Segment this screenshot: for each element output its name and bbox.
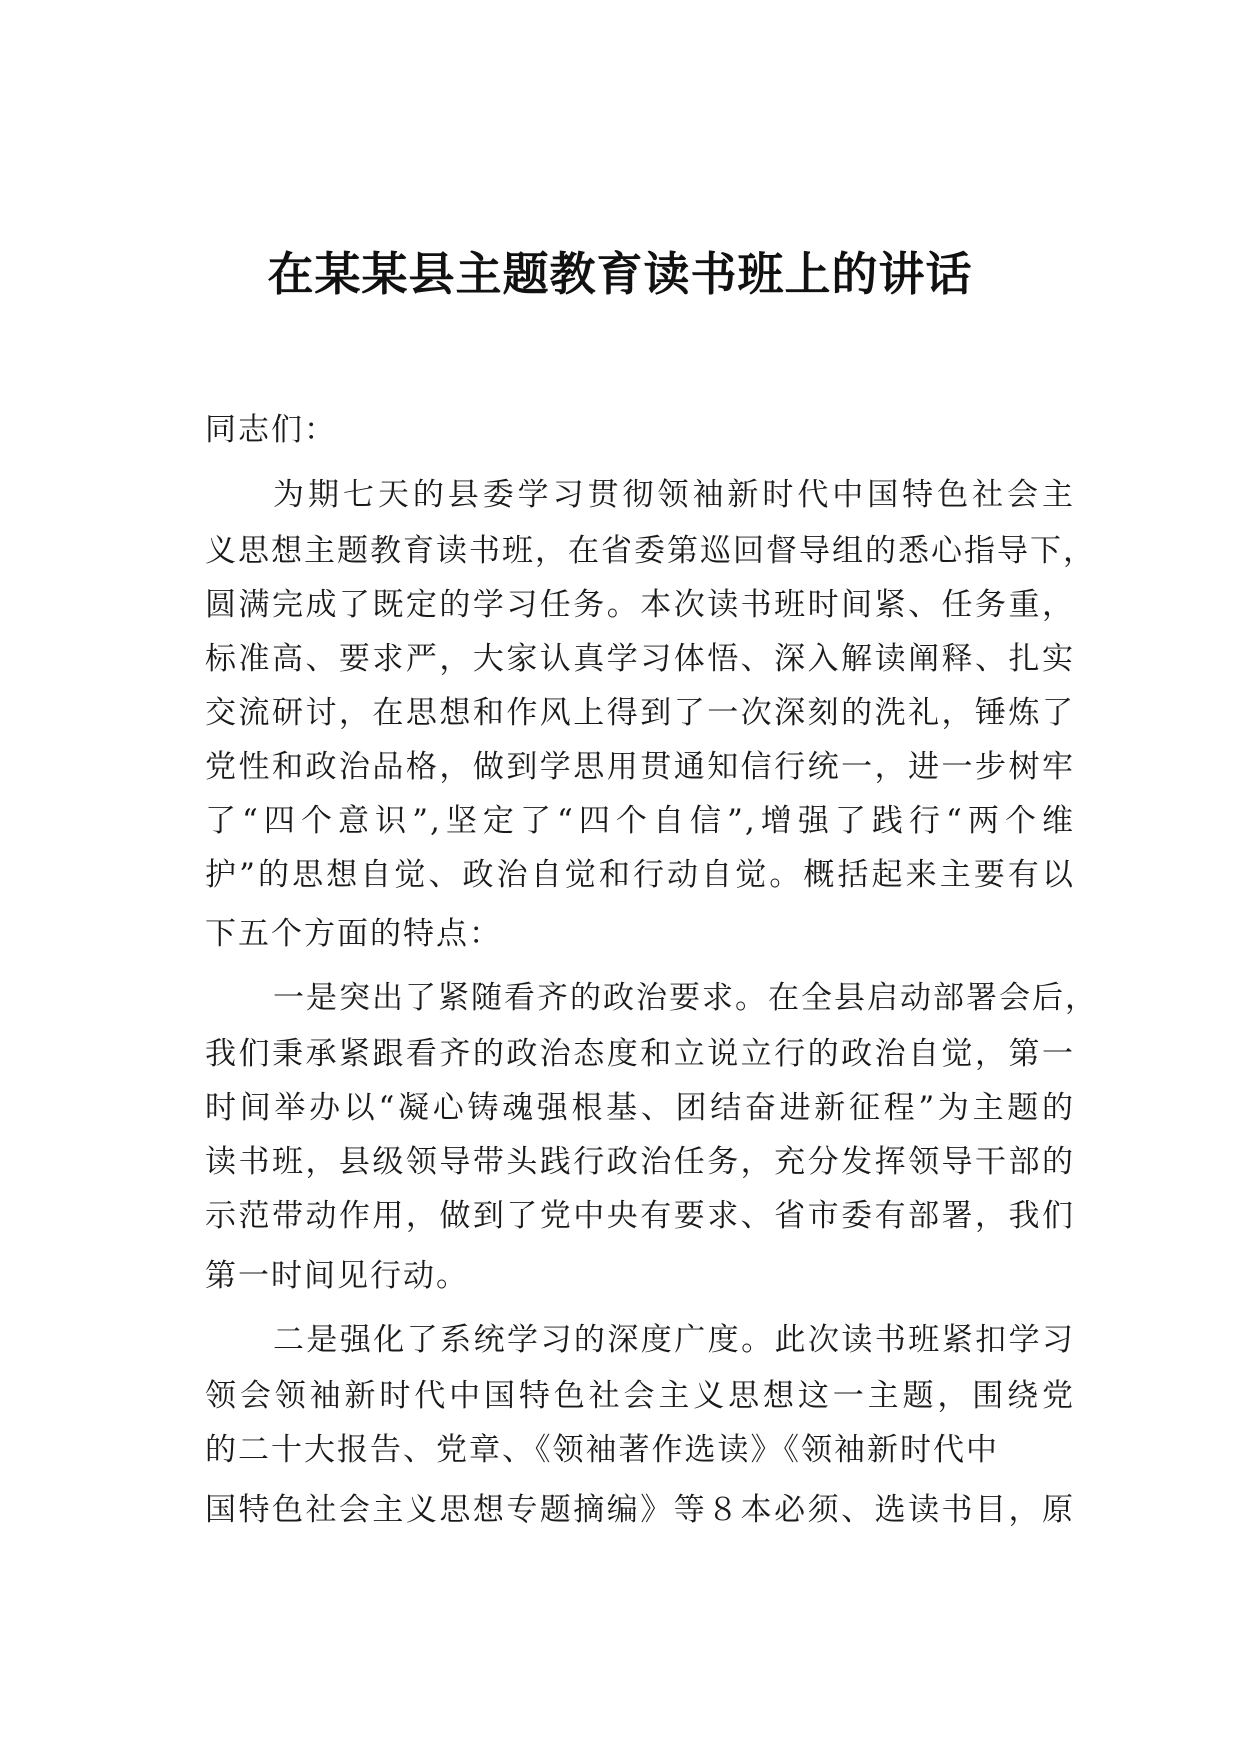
- paragraph-2-line-6: 第一时间见行动。: [205, 1258, 469, 1294]
- salutation: 同志们：: [205, 412, 337, 448]
- paragraph-1-line-7: 了“四个意识”,坚定了“四个自信”,增强了践行“两个维: [205, 803, 1075, 839]
- paragraph-1-line-9: 下五个方面的特点：: [205, 916, 502, 952]
- paragraph-2-line-5: 示范带动作用，做到了党中央有要求、省市委有部署，我们: [205, 1198, 1075, 1234]
- paragraph-3-line-2: 领会领袖新时代中国特色社会主义思想这一主题，围绕党: [205, 1378, 1075, 1414]
- paragraph-1-line-1: 为期七天的县委学习贯彻领袖新时代中国特色社会主: [273, 477, 1075, 513]
- paragraph-1-line-6: 党性和政治品格，做到学思用贯通知信行统一，进一步树牢: [205, 749, 1075, 785]
- paragraph-2-line-1: 一是突出了紧随看齐的政治要求。在全县启动部署会后，: [273, 980, 1098, 1016]
- paragraph-1-line-8: 护”的思想自觉、政治自觉和行动自觉。概括起来主要有以: [205, 857, 1075, 893]
- paragraph-1-line-4: 标准高、要求严，大家认真学习体悟、深入解读阐释、扎实: [205, 641, 1075, 677]
- paragraph-3-line-1: 二是强化了系统学习的深度广度。此次读书班紧扣学习: [273, 1322, 1075, 1358]
- paragraph-3-line-3: 的二十大报告、党章、《领袖著作选读》《领袖新时代中: [205, 1432, 999, 1468]
- paragraph-2-line-3: 时间举办以“凝心铸魂强根基、团结奋进新征程”为主题的: [205, 1090, 1075, 1126]
- paragraph-2-line-4: 读书班，县级领导带头践行政治任务，充分发挥领导干部的: [205, 1144, 1075, 1180]
- paragraph-1-line-5: 交流研讨，在思想和作风上得到了一次深刻的洗礼，锤炼了: [205, 695, 1075, 731]
- paragraph-1-line-3: 圆满完成了既定的学习任务。本次读书班时间紧、任务重，: [205, 587, 1075, 623]
- paragraph-1-line-2: 义思想主题教育读书班，在省委第巡回督导组的悉心指导下，: [205, 533, 1096, 569]
- document-title: 在某某县主题教育读书班上的讲话: [267, 247, 973, 301]
- paragraph-3-line-4: 国特色社会主义思想专题摘编》等８本必须、选读书目，原: [205, 1492, 1075, 1528]
- paragraph-2-line-2: 我们秉承紧跟看齐的政治态度和立说立行的政治自觉，第一: [205, 1036, 1075, 1072]
